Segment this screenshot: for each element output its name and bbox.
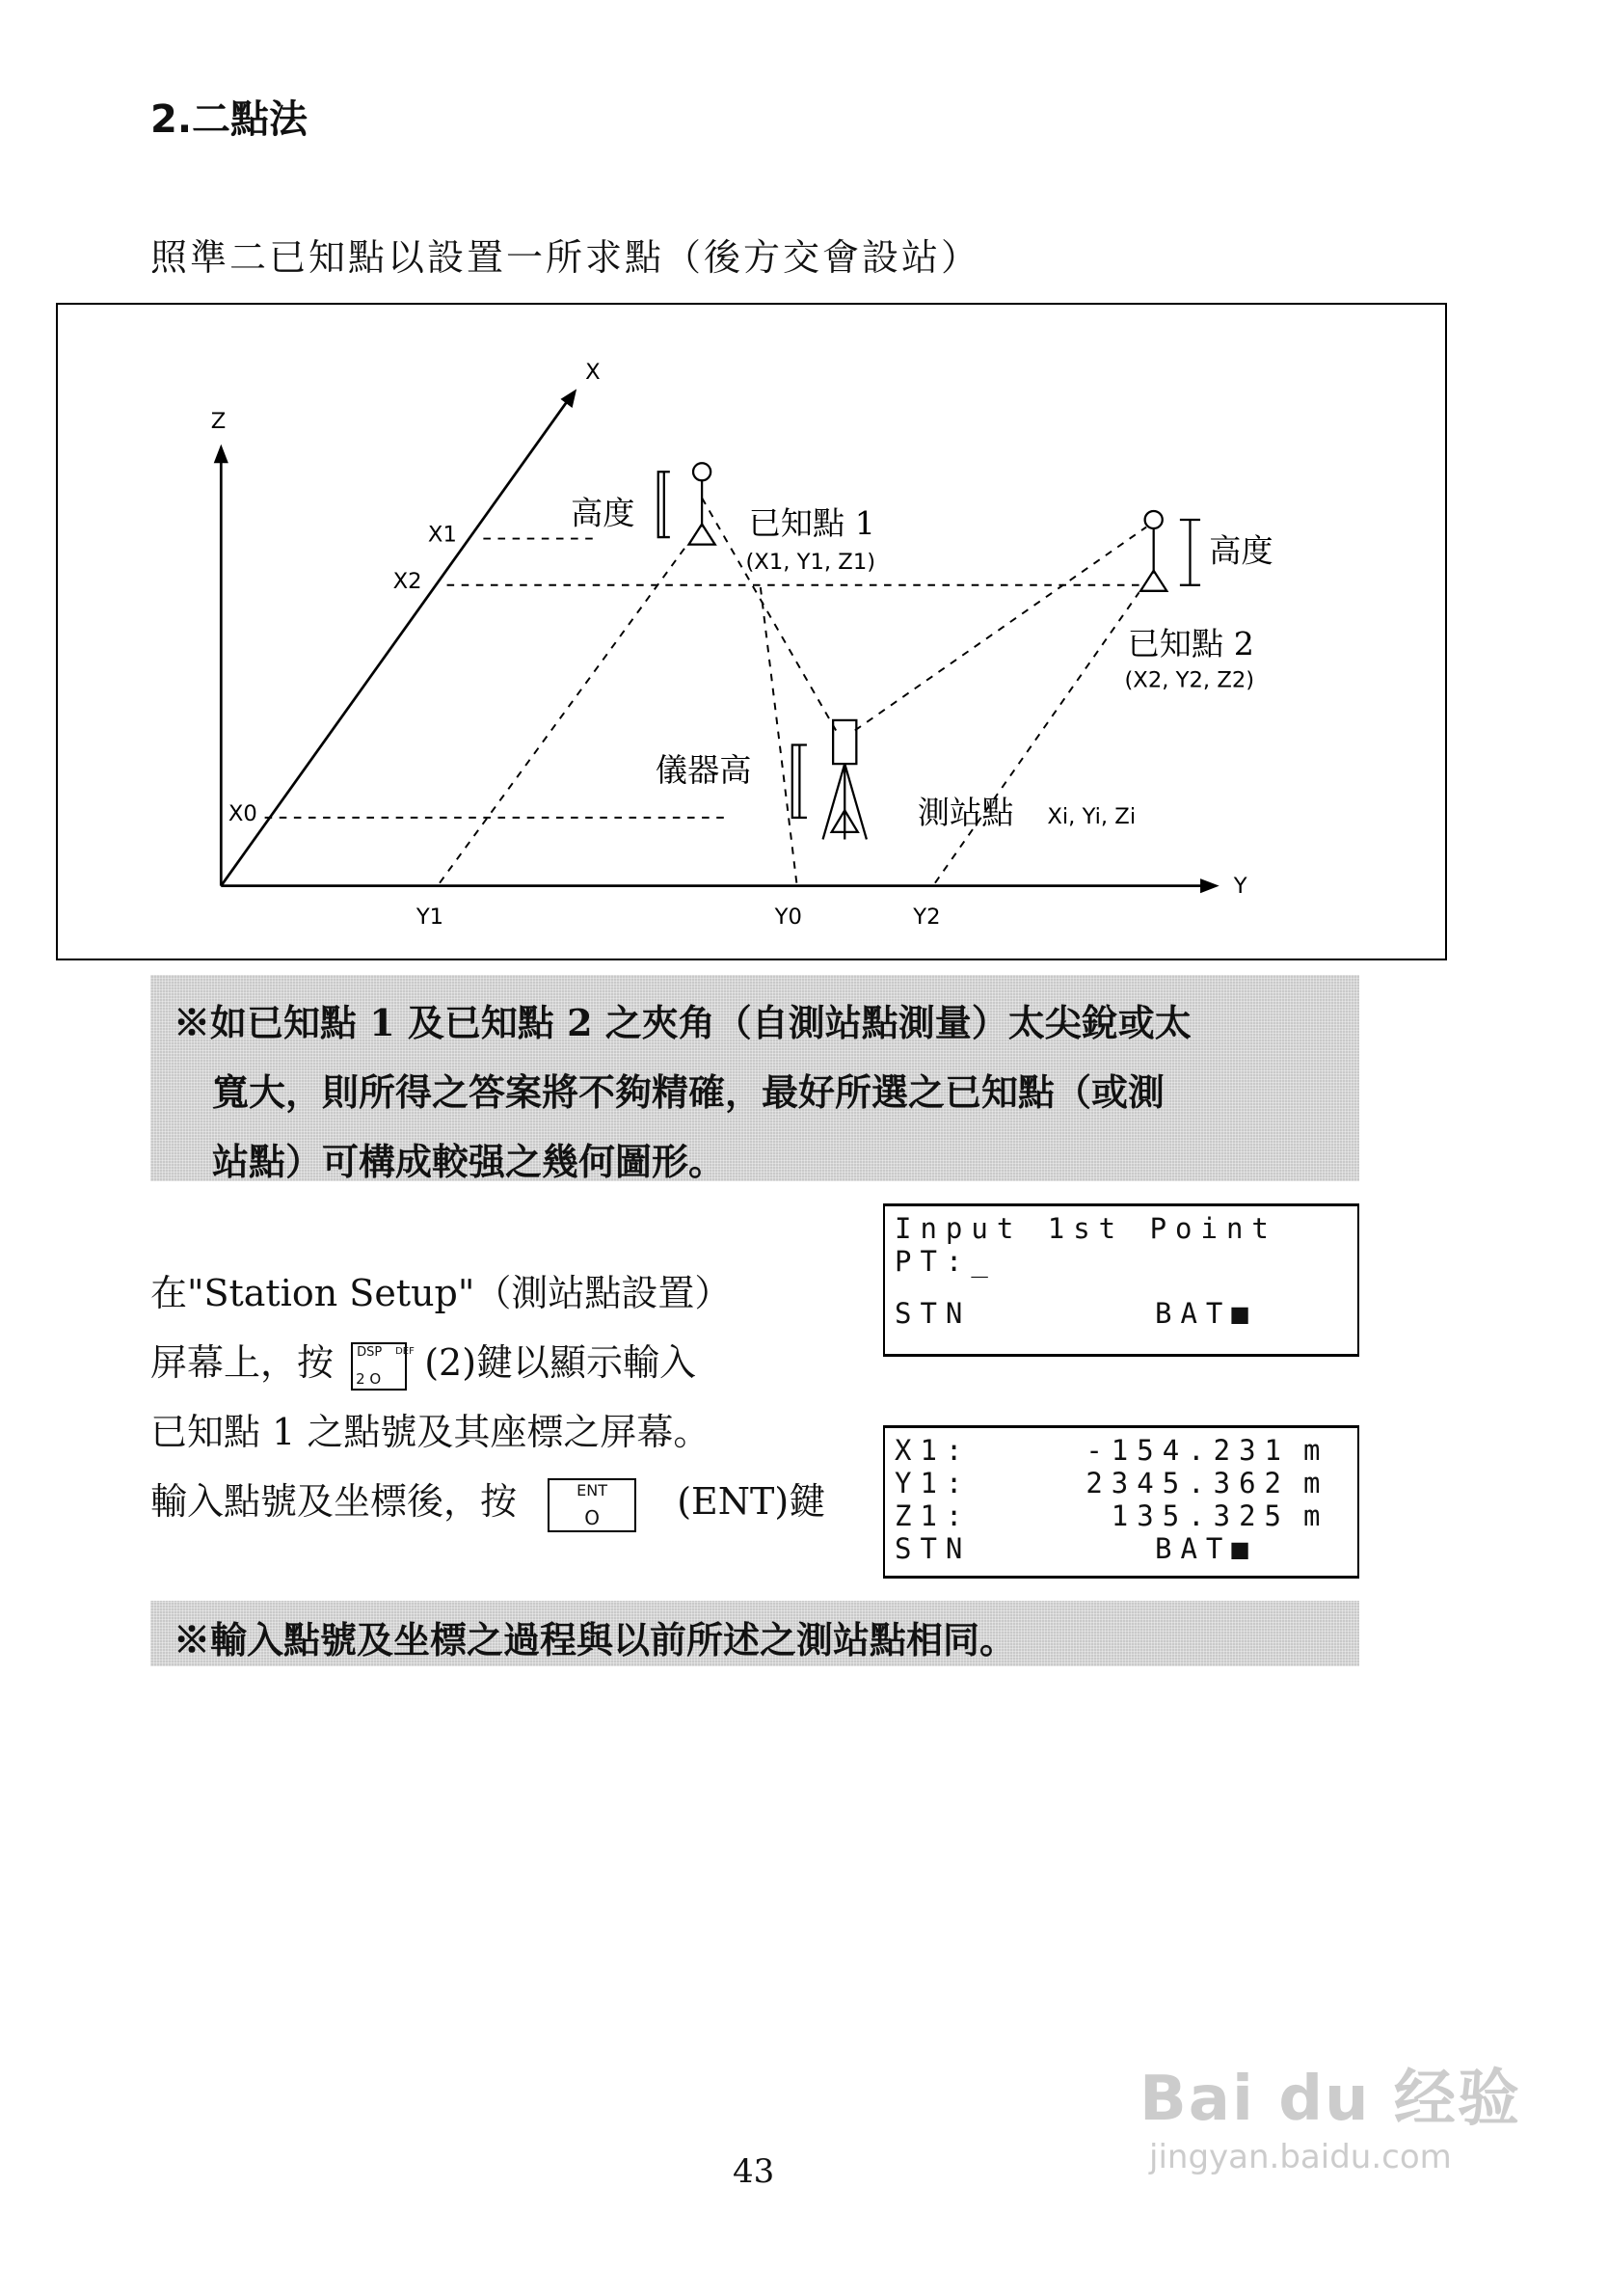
known-point-1-label: 已知點 1 [748,504,875,543]
y1-tick: Y1 [415,904,444,930]
known-point-1-coords: (X1, Y1, Z1) [745,550,876,576]
ent-key-icon [548,1478,636,1532]
note-line: 站點）可構成較强之幾何圖形。 [212,1140,726,1183]
watermark-url: jingyan.baidu.com [1149,2138,1452,2176]
section-subtitle: 照準二已知點以設置一所求點（後方交會設站） [150,236,981,279]
instruction-line: 已知點 1 之點號及其座標之屏幕。 [150,1411,710,1453]
key-bottom: O [584,1505,600,1529]
key-bottom: 2 O [356,1369,382,1388]
y-axis-label: Y [1233,874,1247,900]
x-axis [221,396,571,886]
warning-note [150,975,1359,1181]
watermark-brand: Bai du 经验 [1139,2064,1521,2135]
known-point-2-label: 已知點 2 [1127,625,1254,663]
text: 屏幕上，按 [150,1341,335,1384]
dsp-key-icon [351,1342,415,1391]
lcd-label: Z1: [895,1499,972,1532]
baidu-watermark [1139,2049,1521,2176]
height-label-2: 高度 [1209,531,1273,570]
instruction-line: 在"Station Setup"（測站點設置） [150,1272,732,1314]
lcd-label: X1: [895,1434,972,1467]
lcd-screen-coordinates [883,1425,1359,1579]
lcd-unit: m [1303,1467,1329,1499]
process-note: ※輸入點號及坐標之過程與以前所述之測站點相同。 [150,1601,1359,1666]
note-line: 寬大，則所得之答案將不夠精確，最好所選之已知點（或測 [212,1070,1166,1114]
key-top: DSP [357,1344,383,1360]
x-axis-label: X [585,359,601,385]
instruction-line [150,1472,825,1532]
lcd-battery: BAT■ [1155,1532,1257,1565]
note-line: ※如已知點 1 及已知點 2 之夾角（自測站點測量）太尖銳或太 [174,1001,1192,1044]
known-point-2-coords: (X2, Y2, Z2) [1124,667,1255,693]
lcd-battery: BAT■ [1155,1297,1257,1330]
lcd-screen-input-point [883,1203,1359,1357]
station-point-label: 測站點 [917,793,1014,831]
y2-tick: Y2 [913,904,941,930]
x2-tick: X2 [392,568,422,594]
text: (ENT)鍵 [677,1480,826,1523]
lcd-label: Y1: [895,1467,972,1499]
key-side: DEF [395,1345,415,1357]
page-number: 43 [733,2152,775,2191]
lcd-value: -154.231 [1085,1434,1290,1467]
instrument-height-label: 儀器高 [655,751,752,790]
lcd-unit: m [1303,1499,1329,1532]
x1-tick: X1 [427,522,457,548]
lcd-stn: STN [895,1297,972,1330]
key-top: ENT [576,1480,608,1499]
lcd-unit: m [1303,1434,1329,1467]
y0-tick: Y0 [774,904,802,930]
height-label-1: 高度 [571,494,635,532]
lcd-stn: STN [895,1532,972,1565]
lcd-value: 2345.362 [1085,1467,1290,1499]
lcd-pt-field: PT:_ [895,1245,997,1278]
lcd-title: Input 1st Point [895,1212,1277,1245]
resection-diagram [56,303,1447,960]
text: (2)鍵以顯示輸入 [424,1341,697,1384]
z-axis-label: Z [210,409,227,435]
x0-tick: X0 [228,800,257,826]
text: 輸入點號及坐標後，按 [150,1480,518,1523]
instruction-line [150,1333,696,1391]
lcd-value: 135.325 [1111,1499,1290,1532]
station-coords: Xi, Yi, Zi [1047,803,1137,829]
section-heading: 2.二點法 [150,97,308,142]
